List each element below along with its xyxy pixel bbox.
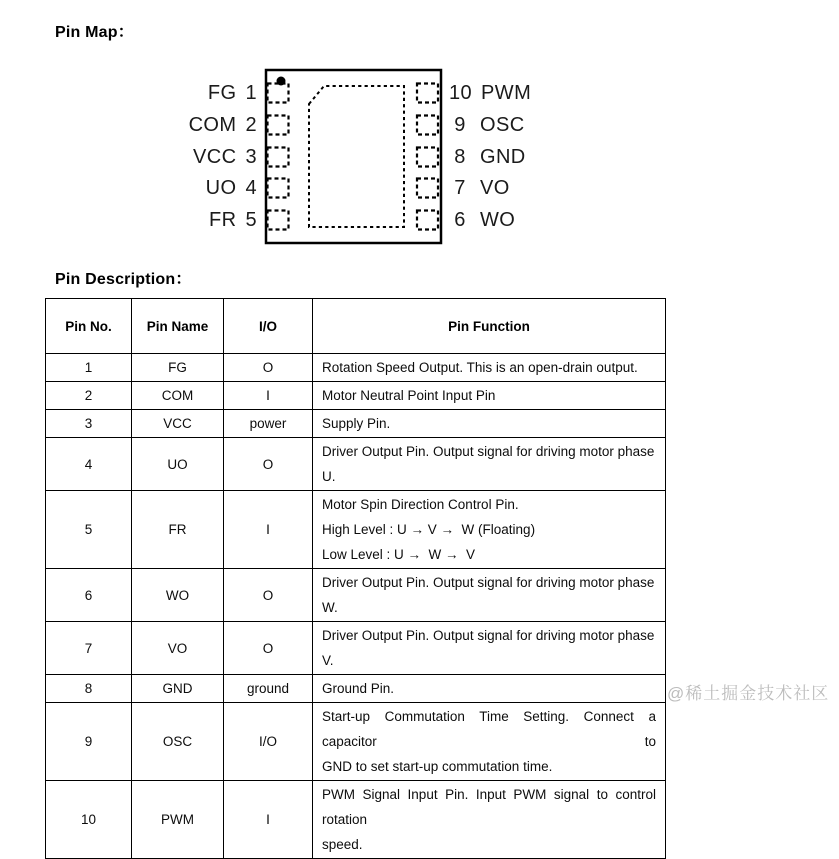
function-line: speed. <box>322 837 363 852</box>
chip-outline <box>266 70 441 243</box>
function-line: Supply Pin. <box>322 416 391 431</box>
pin-name: VO <box>480 177 510 199</box>
pin-number: 9 <box>454 114 466 136</box>
pin-label-vcc <box>145 146 257 168</box>
cell-io: O <box>224 569 313 622</box>
right-pin-pads <box>417 84 438 230</box>
pin-number: 10 <box>449 82 473 104</box>
cell-pin-no: 9 <box>46 703 132 781</box>
table-row <box>46 569 666 622</box>
pin-name: FR <box>209 209 237 231</box>
table-row <box>46 622 666 675</box>
header-pin-no: Pin No. <box>46 299 132 354</box>
cell-io: O <box>224 354 313 382</box>
function-line: Driver Output Pin. Output signal for driving motor phase V. <box>322 628 659 668</box>
chip-package-diagram <box>0 0 839 260</box>
function-line: Motor Neutral Point Input Pin <box>322 388 496 403</box>
pin-number: 3 <box>245 146 257 168</box>
cell-pin-function <box>313 781 666 859</box>
pin-label-fg <box>145 82 257 104</box>
cell-pin-no: 6 <box>46 569 132 622</box>
pin-number: 6 <box>454 209 466 231</box>
function-line: Rotation Speed Output. This is an open-drain output. <box>322 360 638 375</box>
cell-io: ground <box>224 675 313 703</box>
pin-label-vo <box>449 177 510 199</box>
table-row <box>46 781 666 859</box>
function-line: Low Level : U → W → V <box>322 547 476 562</box>
cell-pin-no: 10 <box>46 781 132 859</box>
table-header-row <box>46 299 666 354</box>
cell-pin-no: 5 <box>46 491 132 569</box>
exposed-pad-outline <box>309 86 404 227</box>
cell-io: I <box>224 491 313 569</box>
cell-pin-name: VO <box>132 622 224 675</box>
pin-label-com <box>145 114 257 136</box>
pin-number: 8 <box>454 146 466 168</box>
cell-io: I <box>224 382 313 410</box>
pin-label-wo <box>449 209 515 231</box>
pad-pin-6 <box>417 211 438 230</box>
function-line: Start-up Commutation Time Setting. Connect a capacitor to <box>322 709 656 749</box>
header-pin-function: Pin Function <box>313 299 666 354</box>
table-row <box>46 354 666 382</box>
cell-pin-name: UO <box>132 438 224 491</box>
cell-pin-function <box>313 703 666 781</box>
function-line: Driver Output Pin. Output signal for driving motor phase W. <box>322 575 659 615</box>
cell-pin-name: FR <box>132 491 224 569</box>
cell-pin-function <box>313 675 666 703</box>
left-pin-pads <box>268 84 289 230</box>
function-line: Ground Pin. <box>322 681 395 696</box>
pin-description-table <box>45 298 666 859</box>
pin-name: FG <box>207 82 237 104</box>
pin-label-osc <box>449 114 525 136</box>
table-row <box>46 410 666 438</box>
function-line: Driver Output Pin. Output signal for driving motor phase U. <box>322 444 659 484</box>
cell-pin-no: 7 <box>46 622 132 675</box>
cell-pin-name: COM <box>132 382 224 410</box>
cell-pin-function <box>313 438 666 491</box>
function-line: PWM Signal Input Pin. Input PWM signal to control rotation <box>322 787 656 827</box>
pin-map-title: Pin Map： <box>55 24 134 41</box>
header-pin-name: Pin Name <box>132 299 224 354</box>
table-row <box>46 491 666 569</box>
pin-name: GND <box>480 146 526 168</box>
pad-pin-2 <box>268 116 289 135</box>
pin-label-pwm <box>449 82 531 104</box>
cell-pin-name: GND <box>132 675 224 703</box>
cell-pin-function <box>313 569 666 622</box>
cell-pin-no: 8 <box>46 675 132 703</box>
cell-pin-name: PWM <box>132 781 224 859</box>
pin-label-fr <box>145 209 257 231</box>
pad-pin-10 <box>417 84 438 103</box>
function-line: Motor Spin Direction Control Pin. <box>322 497 519 512</box>
pin-number: 4 <box>245 177 257 199</box>
pad-pin-3 <box>268 148 289 167</box>
pin-label-gnd <box>449 146 526 168</box>
cell-io: power <box>224 410 313 438</box>
pin-name: OSC <box>480 114 525 136</box>
table-row <box>46 675 666 703</box>
pin-name: VCC <box>193 146 237 168</box>
cell-pin-name: VCC <box>132 410 224 438</box>
cell-pin-name: FG <box>132 354 224 382</box>
cell-io: O <box>224 622 313 675</box>
pin-name: WO <box>480 209 516 231</box>
table-row <box>46 703 666 781</box>
pin-name: UO <box>205 177 237 199</box>
cell-pin-function <box>313 410 666 438</box>
cell-pin-name: WO <box>132 569 224 622</box>
pad-pin-1 <box>268 84 289 103</box>
pin-number: 5 <box>245 209 257 231</box>
header-io: I/O <box>224 299 313 354</box>
pad-pin-7 <box>417 179 438 198</box>
watermark: @稀土掘金技术社区 <box>667 684 830 703</box>
pin-number: 7 <box>454 177 466 199</box>
cell-pin-no: 3 <box>46 410 132 438</box>
pin-number: 1 <box>245 82 257 104</box>
pin-label-uo <box>145 177 257 199</box>
cell-pin-no: 1 <box>46 354 132 382</box>
cell-pin-no: 2 <box>46 382 132 410</box>
pin-number: 2 <box>245 114 257 136</box>
cell-pin-no: 4 <box>46 438 132 491</box>
cell-io: O <box>224 438 313 491</box>
cell-pin-function <box>313 382 666 410</box>
cell-pin-name: OSC <box>132 703 224 781</box>
pad-pin-4 <box>268 179 289 198</box>
pin-name: PWM <box>481 82 532 104</box>
cell-io: I/O <box>224 703 313 781</box>
function-line: High Level : U → V → W (Floating) <box>322 522 536 537</box>
cell-pin-function <box>313 622 666 675</box>
pad-pin-9 <box>417 116 438 135</box>
pad-pin-8 <box>417 148 438 167</box>
table-row <box>46 382 666 410</box>
cell-pin-function <box>313 354 666 382</box>
cell-pin-function <box>313 491 666 569</box>
table-row <box>46 438 666 491</box>
function-line: GND to set start-up commutation time. <box>322 759 553 774</box>
pad-pin-5 <box>268 211 289 230</box>
pin-name: COM <box>188 114 237 136</box>
pin-description-title: Pin Description： <box>55 271 192 288</box>
cell-io: I <box>224 781 313 859</box>
